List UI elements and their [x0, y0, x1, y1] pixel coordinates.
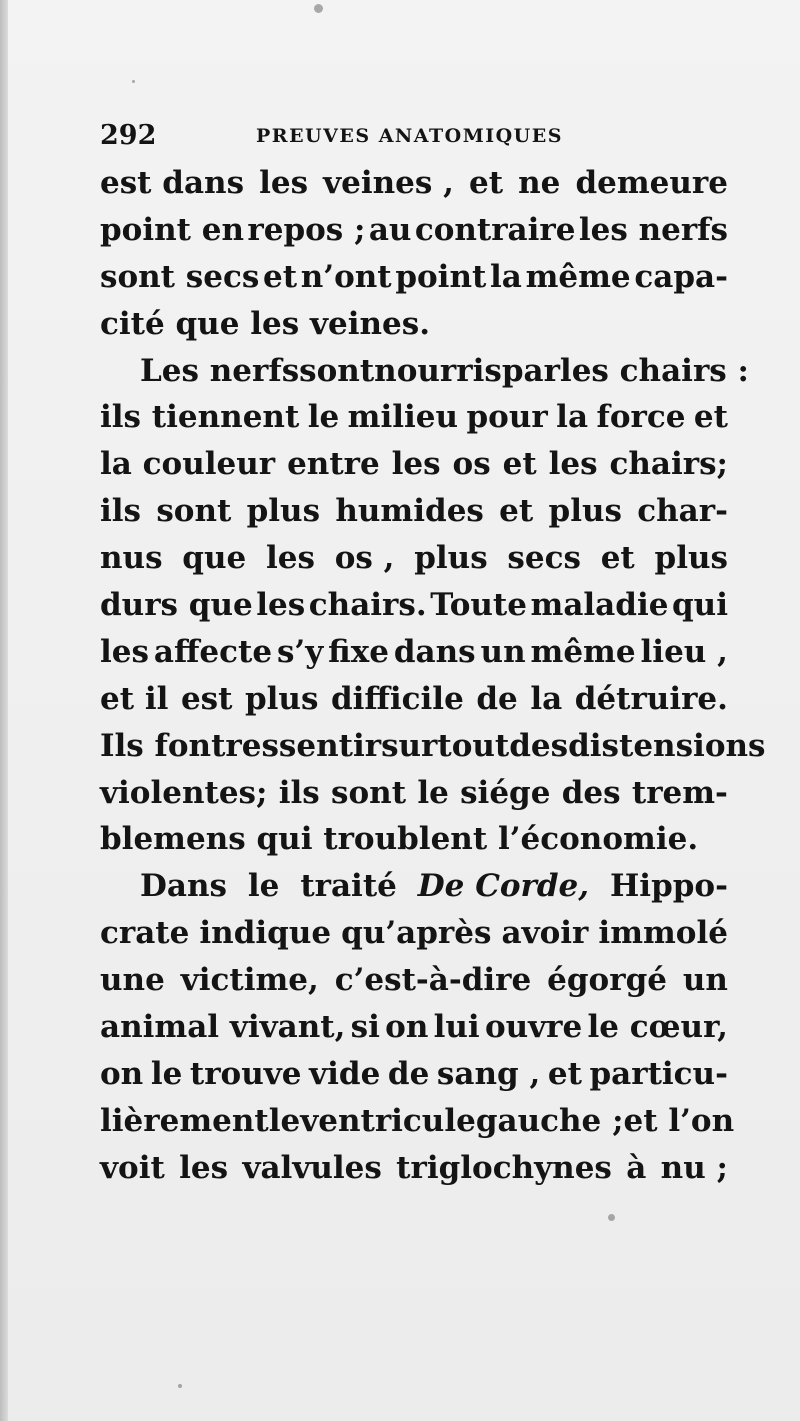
- text-line: nus que les os , plus secs et plus: [100, 540, 728, 577]
- ink-speck: [178, 1384, 182, 1388]
- ink-speck: [608, 1214, 615, 1221]
- text-line: sont secs et n’ont point la même capa-: [100, 258, 728, 295]
- text-line: animal vivant, si on lui ouvre le cœur,: [100, 1009, 728, 1046]
- text-line: durs que les chairs. Toute maladie qui: [100, 587, 728, 624]
- text-line: ils tiennent le milieu pour la force et: [100, 399, 728, 436]
- page-body-text: [100, 160, 766, 1192]
- text-line: blemens qui troublent l’économie.: [100, 821, 699, 858]
- text-line: point en repos ; au contraire les nerfs: [100, 211, 728, 248]
- text-line: la couleur entre les os et les chairs;: [100, 446, 728, 483]
- text-line: violentes; ils sont le siége des trem-: [100, 774, 728, 811]
- text-line: Ils font ressentir surtout des distensions: [100, 727, 766, 764]
- running-title: PREUVES ANATOMIQUES: [256, 125, 563, 147]
- running-head: [100, 116, 720, 156]
- text-line: ils sont plus humides et plus char-: [100, 493, 728, 530]
- ink-speck: [314, 4, 323, 13]
- page-edge-shadow: [0, 0, 8, 1421]
- text-line: et il est plus difficile de la détruire.: [100, 680, 728, 717]
- paragraph-start-line: Les nerfs sont nourris par les chairs :: [140, 352, 749, 389]
- text-line: lièrement le ventricule gauche ; et l’on: [100, 1102, 735, 1139]
- ink-speck: [132, 80, 135, 83]
- text-line: est dans les veines , et ne demeure: [100, 165, 728, 201]
- paragraph-start-line: Dans le traité De Corde, Hippo-: [100, 863, 728, 910]
- text-line: crate indique qu’après avoir immolé: [100, 915, 728, 952]
- text-line: voit les valvules triglochynes à nu ;: [100, 1149, 728, 1186]
- text-line: cité que les veines.: [100, 305, 430, 342]
- page-number: 292: [100, 120, 157, 151]
- italic-title: De Corde,: [417, 868, 590, 905]
- text-line: les affecte s’y fixe dans un même lieu ,: [100, 633, 728, 670]
- text-line: on le trouve vide de sang , et particu-: [100, 1055, 728, 1092]
- text-line: une victime, c’est-à-dire égorgé un: [100, 962, 728, 999]
